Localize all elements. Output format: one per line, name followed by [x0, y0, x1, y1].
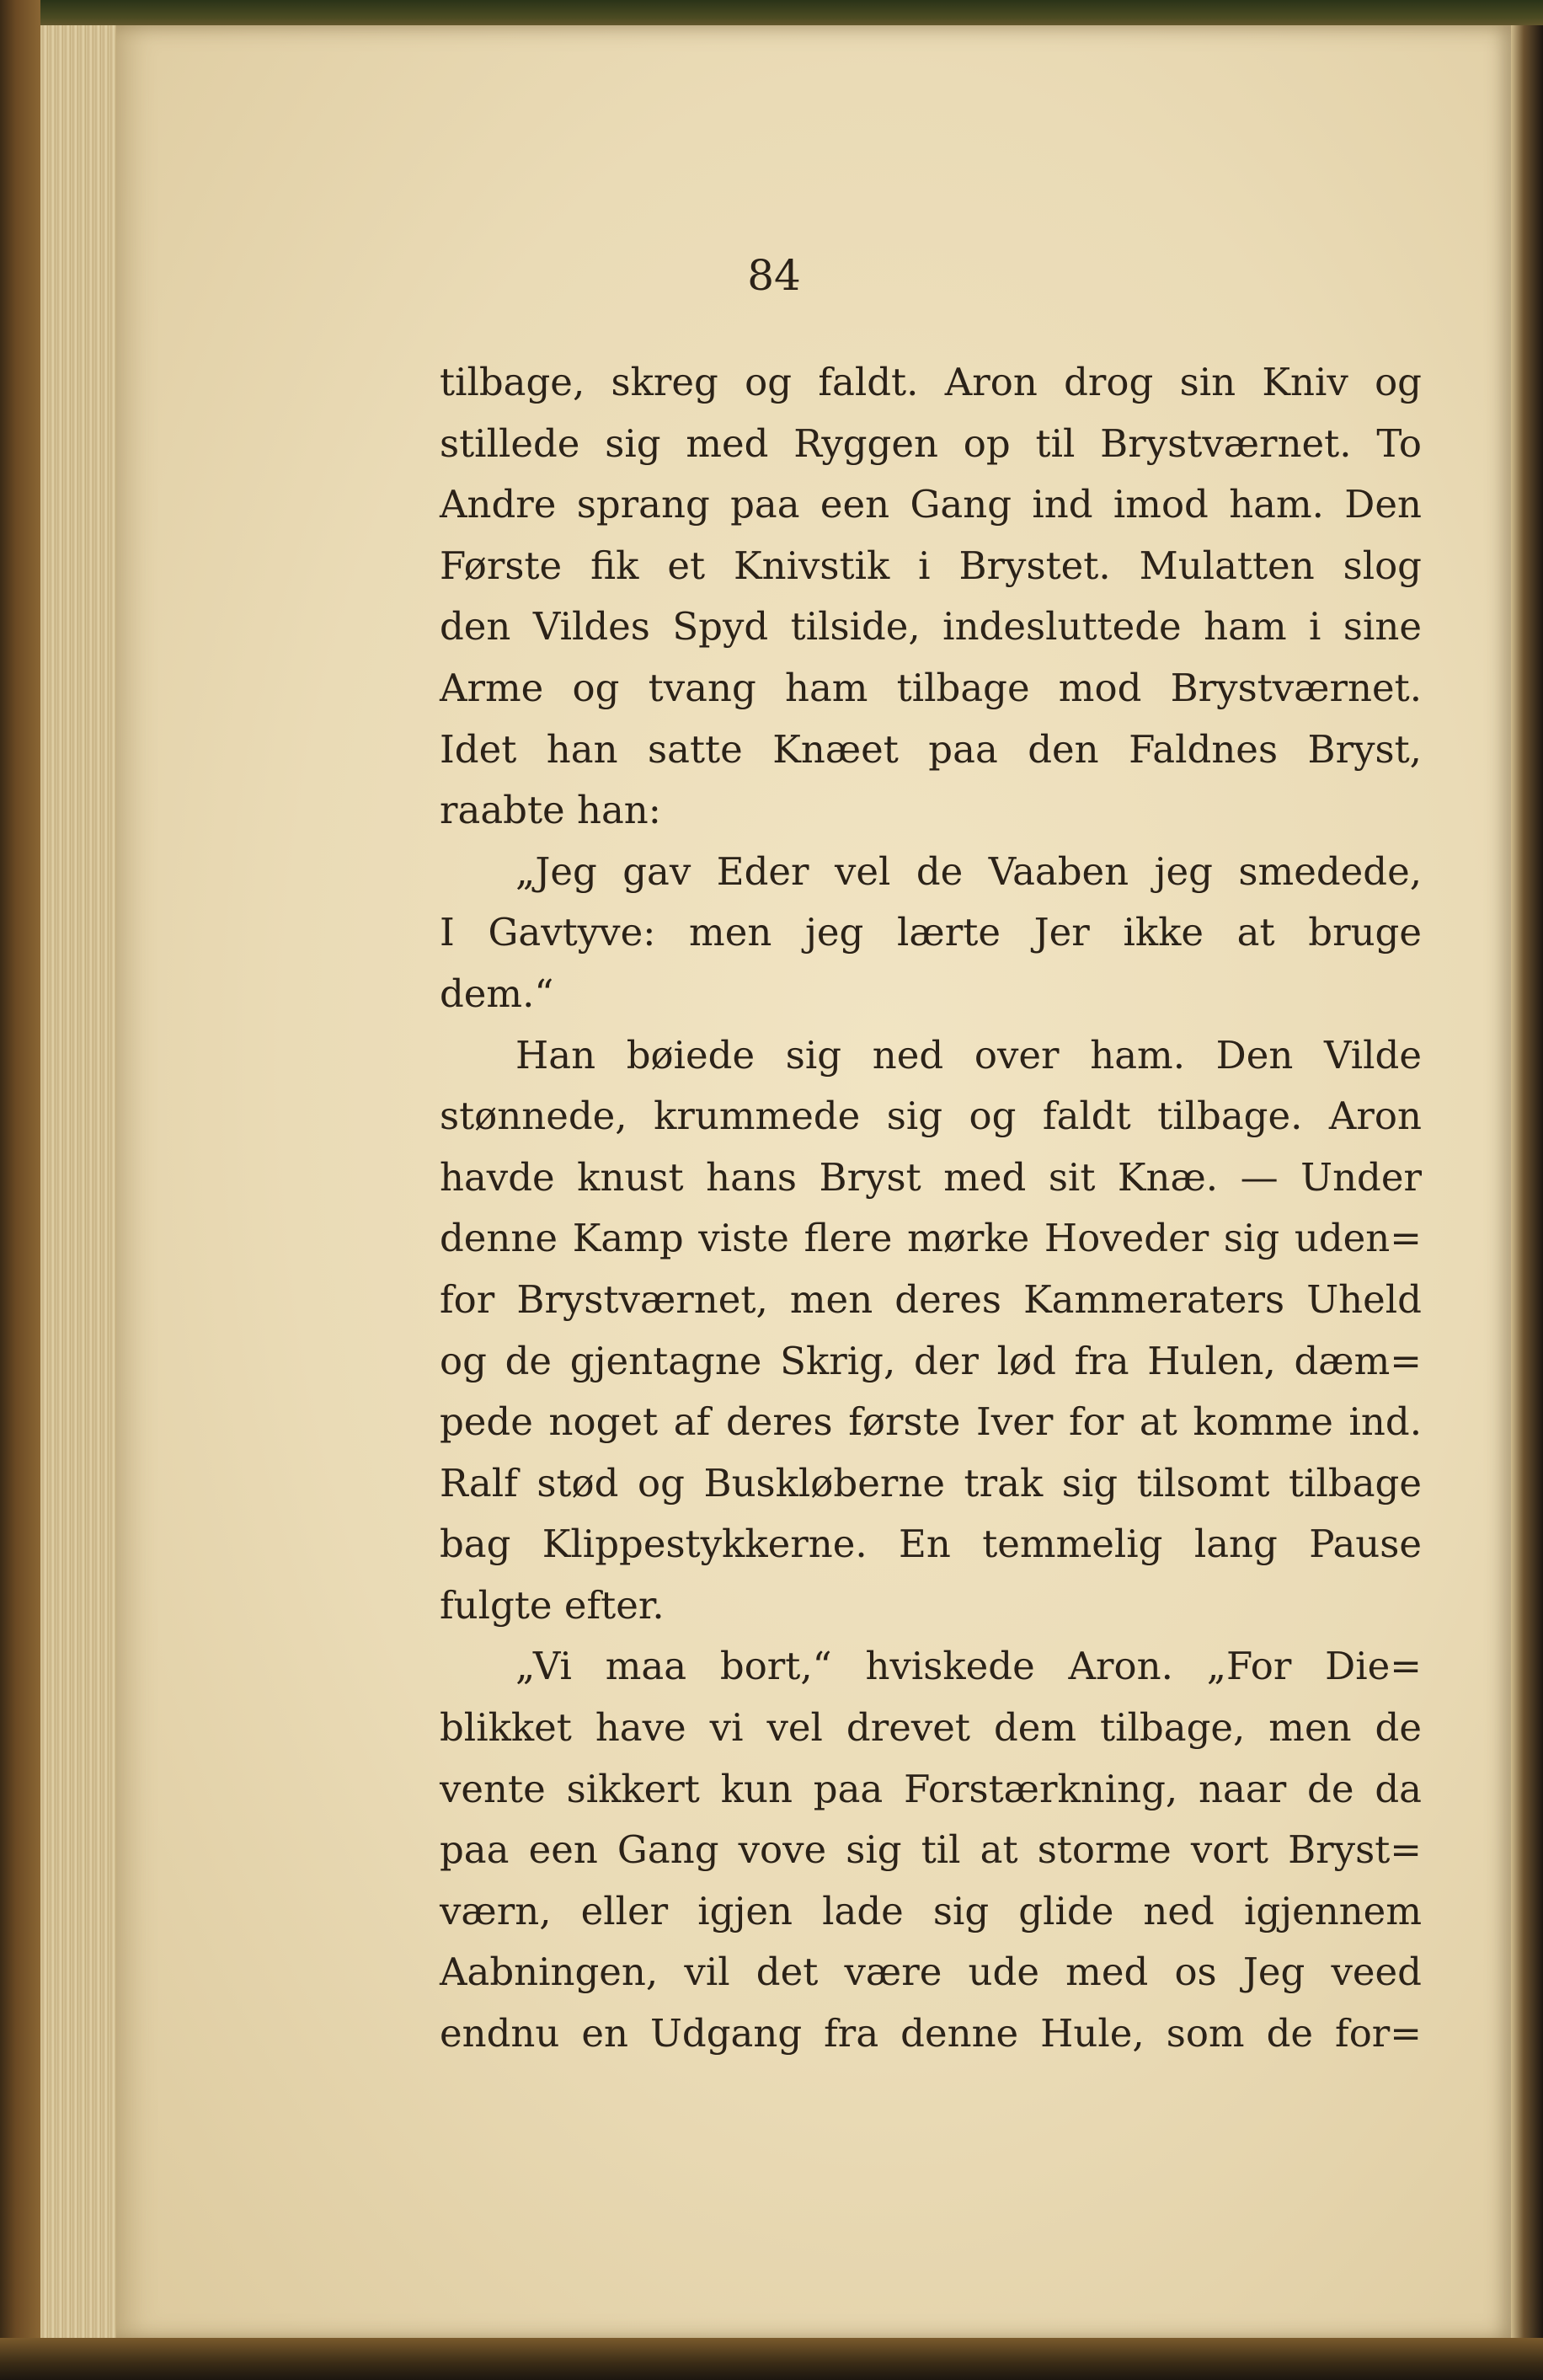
text-line: Aabningen, vil det være ude med os Jeg veed	[440, 1949, 1422, 1995]
text-line: fulgte efter.	[440, 1582, 665, 1628]
book-cover-bottom	[0, 2338, 1543, 2380]
text-line: pede noget af deres første Iver for at komme ind.	[440, 1399, 1422, 1445]
text-line: denne Kamp viste flere mørke Hoveder sig uden=	[440, 1216, 1422, 1261]
gutter-shadow	[1511, 25, 1543, 2342]
text-line: paa een Gang vove sig til at storme vort Bryst=	[440, 1827, 1422, 1873]
text-line: havde knust hans Bryst med sit Knæ. — Under	[440, 1154, 1422, 1200]
text-line: „Vi maa bort,“ hviskede Aron. „For Die=	[515, 1644, 1422, 1689]
text-line: værn, eller igjen lade sig glide ned igjennem	[440, 1888, 1422, 1933]
text-line: bag Klippestykkerne. En temmelig lang Pause	[440, 1522, 1422, 1567]
text-line: dem.“	[440, 971, 554, 1016]
page-number: 84	[747, 251, 801, 300]
text-line: den Vildes Spyd tilside, indesluttede ham i sine	[440, 604, 1422, 650]
body-text	[440, 352, 1422, 2065]
page-edges	[40, 25, 120, 2342]
text-line: vente sikkert kun paa Forstærkning, naar de da	[440, 1766, 1422, 1811]
text-line: blikket have vi vel drevet dem tilbage, men de	[440, 1705, 1422, 1751]
book-cover-left	[0, 0, 40, 2380]
text-line: for Brystværnet, men deres Kammeraters Uheld	[440, 1276, 1422, 1322]
text-line: Andre sprang paa een Gang ind imod ham. Den	[440, 482, 1422, 527]
text-line: Idet han satte Knæet paa den Faldnes Bryst,	[440, 726, 1422, 772]
text-line: stønnede, krummede sig og faldt tilbage. Aron	[440, 1094, 1422, 1139]
text-line: Han bøiede sig ned over ham. Den Vilde	[515, 1032, 1422, 1078]
text-line: stillede sig med Ryggen op til Brystværnet. To	[440, 420, 1422, 466]
text-line: og de gjentagne Skrig, der lød fra Hulen, dæm=	[440, 1338, 1422, 1383]
text-line: I Gavtyve: men jeg lærte Jer ikke at bruge	[440, 910, 1422, 955]
text-line: Arme og tvang ham tilbage mod Brystværnet.	[440, 665, 1422, 710]
book-cover-top	[0, 0, 1543, 29]
text-line: Første fik et Knivstik i Brystet. Mulatten slog	[440, 543, 1422, 588]
text-line: „Jeg gav Eder vel de Vaaben jeg smedede,	[515, 848, 1422, 894]
text-line: Ralf stød og Buskløberne trak sig tilsomt tilbage	[440, 1460, 1422, 1506]
text-line: endnu en Udgang fra denne Hule, som de for=	[440, 2011, 1422, 2056]
text-line: tilbage, skreg og faldt. Aron drog sin Kniv og	[440, 360, 1422, 404]
text-line: raabte han:	[440, 788, 661, 833]
